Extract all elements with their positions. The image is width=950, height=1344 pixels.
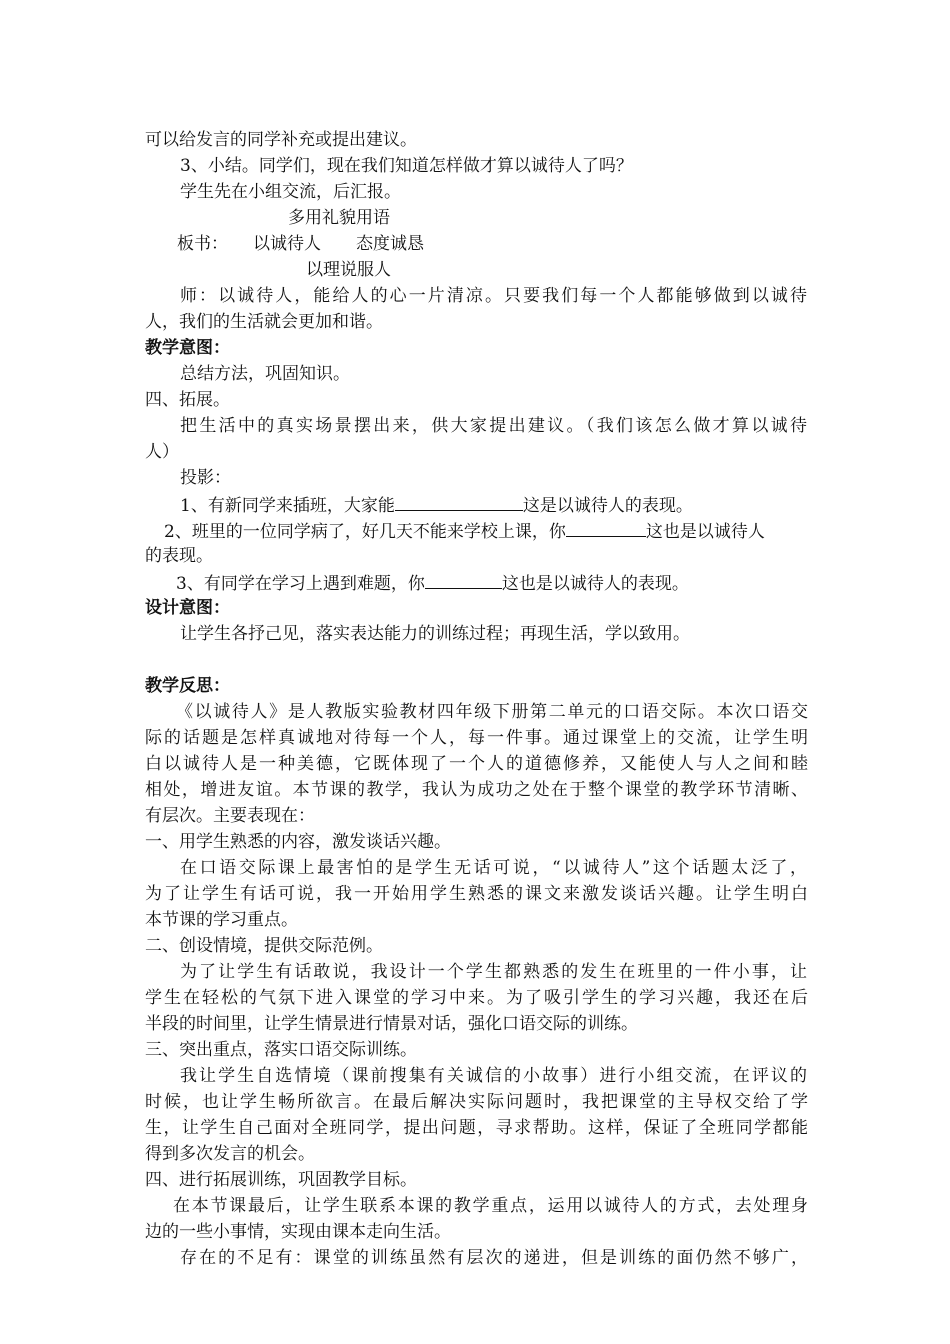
paragraph-line: 的表现。 [145,546,213,566]
section-heading-3: 三、突出重点，落实口语交际训练。 [145,1040,417,1060]
paragraph-line: 在本节课最后，让学生联系本课的教学重点，运用以诚待人的方式，去处理身 [173,1196,808,1216]
board-label: 板书： [177,234,228,254]
paragraph-line: 在口语交际课上最害怕的是学生无话可说，“以诚待人”这个话题太泛了， [180,858,807,878]
paragraph-line: 有层次。主要表现在： [145,806,315,826]
teaching-reflection-heading: 教学反思： [145,676,230,696]
section-heading-1: 一、用学生熟悉的内容，激发谈话兴趣。 [145,832,451,852]
projection-label: 投影： [180,468,231,488]
paragraph-line: 相处，增进友谊。本节课的教学，我认为成功之处在于整个课堂的教学环节清晰、 [145,780,808,800]
board-item-polite-language: 多用礼貌用语 [288,208,390,228]
paragraph-line: 白以诚待人是一种美德，它既体现了一个人的道德修养，又能使人与人之间和睦 [145,754,808,774]
paragraph-line: 生，让学生自己面对全班同学，提出问题，寻求帮助。这样，保证了全班同学都能 [145,1118,808,1138]
paragraph-line: 存在的不足有：课堂的训练虽然有层次的递进，但是训练的面仍然不够广， [180,1248,808,1268]
paragraph-line: 人，我们的生活就会更加和谐。 [145,312,383,332]
exercise-item-3 [176,569,806,595]
paragraph-line: 半段的时间里，让学生情景进行情景对话，强化口语交际的训练。 [145,1014,638,1034]
paragraph-line: 我让学生自选情境（课前搜集有关诚信的小故事）进行小组交流，在评议的 [180,1066,807,1086]
paragraph-line: 时候，也让学生畅所欲言。在最后解决实际问题时，我把课堂的主导权交给了学 [145,1092,808,1112]
section-heading-extension: 四、拓展。 [145,390,230,410]
paragraph-line: 人） [145,442,179,462]
paragraph-line: 边的一些小事情，实现由课本走向生活。 [145,1222,451,1242]
exercise-text: 3、有同学在学习上遇到难题，你 [176,574,425,594]
exercise-text: 1、有新同学来插班，大家能 [180,496,395,516]
fill-blank [425,569,502,589]
paragraph-line: 总结方法，巩固知识。 [180,364,350,384]
paragraph-line: 为了让学生有话可说，我一开始用学生熟悉的课文来激发谈话兴趣。让学生明白 [145,884,808,904]
fill-blank [395,491,523,511]
exercise-text: 2、班里的一位同学病了，好几天不能来学校上课，你 [164,522,566,542]
section-heading-2: 二、创设情境，提供交际范例。 [145,936,383,956]
fill-blank [566,517,646,537]
paragraph-line: 可以给发言的同学补充或提出建议。 [145,130,417,150]
exercise-item-2 [164,517,814,543]
teaching-intent-heading: 教学意图： [145,338,230,358]
board-item-sincere-attitude: 态度诚恳 [356,234,424,254]
exercise-text: 这是以诚待人的表现。 [522,496,693,516]
paragraph-line: 得到多次发言的机会。 [145,1144,315,1164]
exercise-text: 这也是以诚待人 [645,522,765,542]
paragraph-line: 《以诚待人》是人教版实验教材四年级下册第二单元的口语交际。本次口语交 [176,702,808,722]
paragraph-line: 把生活中的真实场景摆出来，供大家提出建议。（我们该怎么做才算以诚待 [180,416,807,436]
paragraph-line: 际的话题是怎样真诚地对待每一个人，每一件事。通过课堂上的交流，让学生明 [145,728,808,748]
board-item-persuade: 以理说服人 [306,260,391,280]
design-intent-heading: 设计意图： [145,598,230,618]
summary-heading: 3、小结。同学们，现在我们知道怎样做才算以诚待人了吗？ [180,156,633,176]
board-item-sincerity: 以诚待人 [253,234,321,254]
paragraph-line: 师：以诚待人，能给人的心一片清凉。只要我们每一个人都能够做到以诚待 [180,286,807,306]
exercise-text: 这也是以诚待人的表现。 [501,574,689,594]
section-heading-4: 四、进行拓展训练，巩固教学目标。 [145,1170,417,1190]
paragraph-line: 为了让学生有话敢说，我设计一个学生都熟悉的发生在班里的一件小事，让 [180,962,807,982]
exercise-item-1 [180,491,807,517]
paragraph-line: 学生在轻松的气氛下进入课堂的学习中来。为了吸引学生的学习兴趣，我还在后 [145,988,808,1008]
paragraph-line: 学生先在小组交流，后汇报。 [180,182,401,202]
paragraph-line: 本节课的学习重点。 [145,910,298,930]
paragraph-line: 让学生各抒己见，落实表达能力的训练过程；再现生活，学以致用。 [180,624,690,644]
